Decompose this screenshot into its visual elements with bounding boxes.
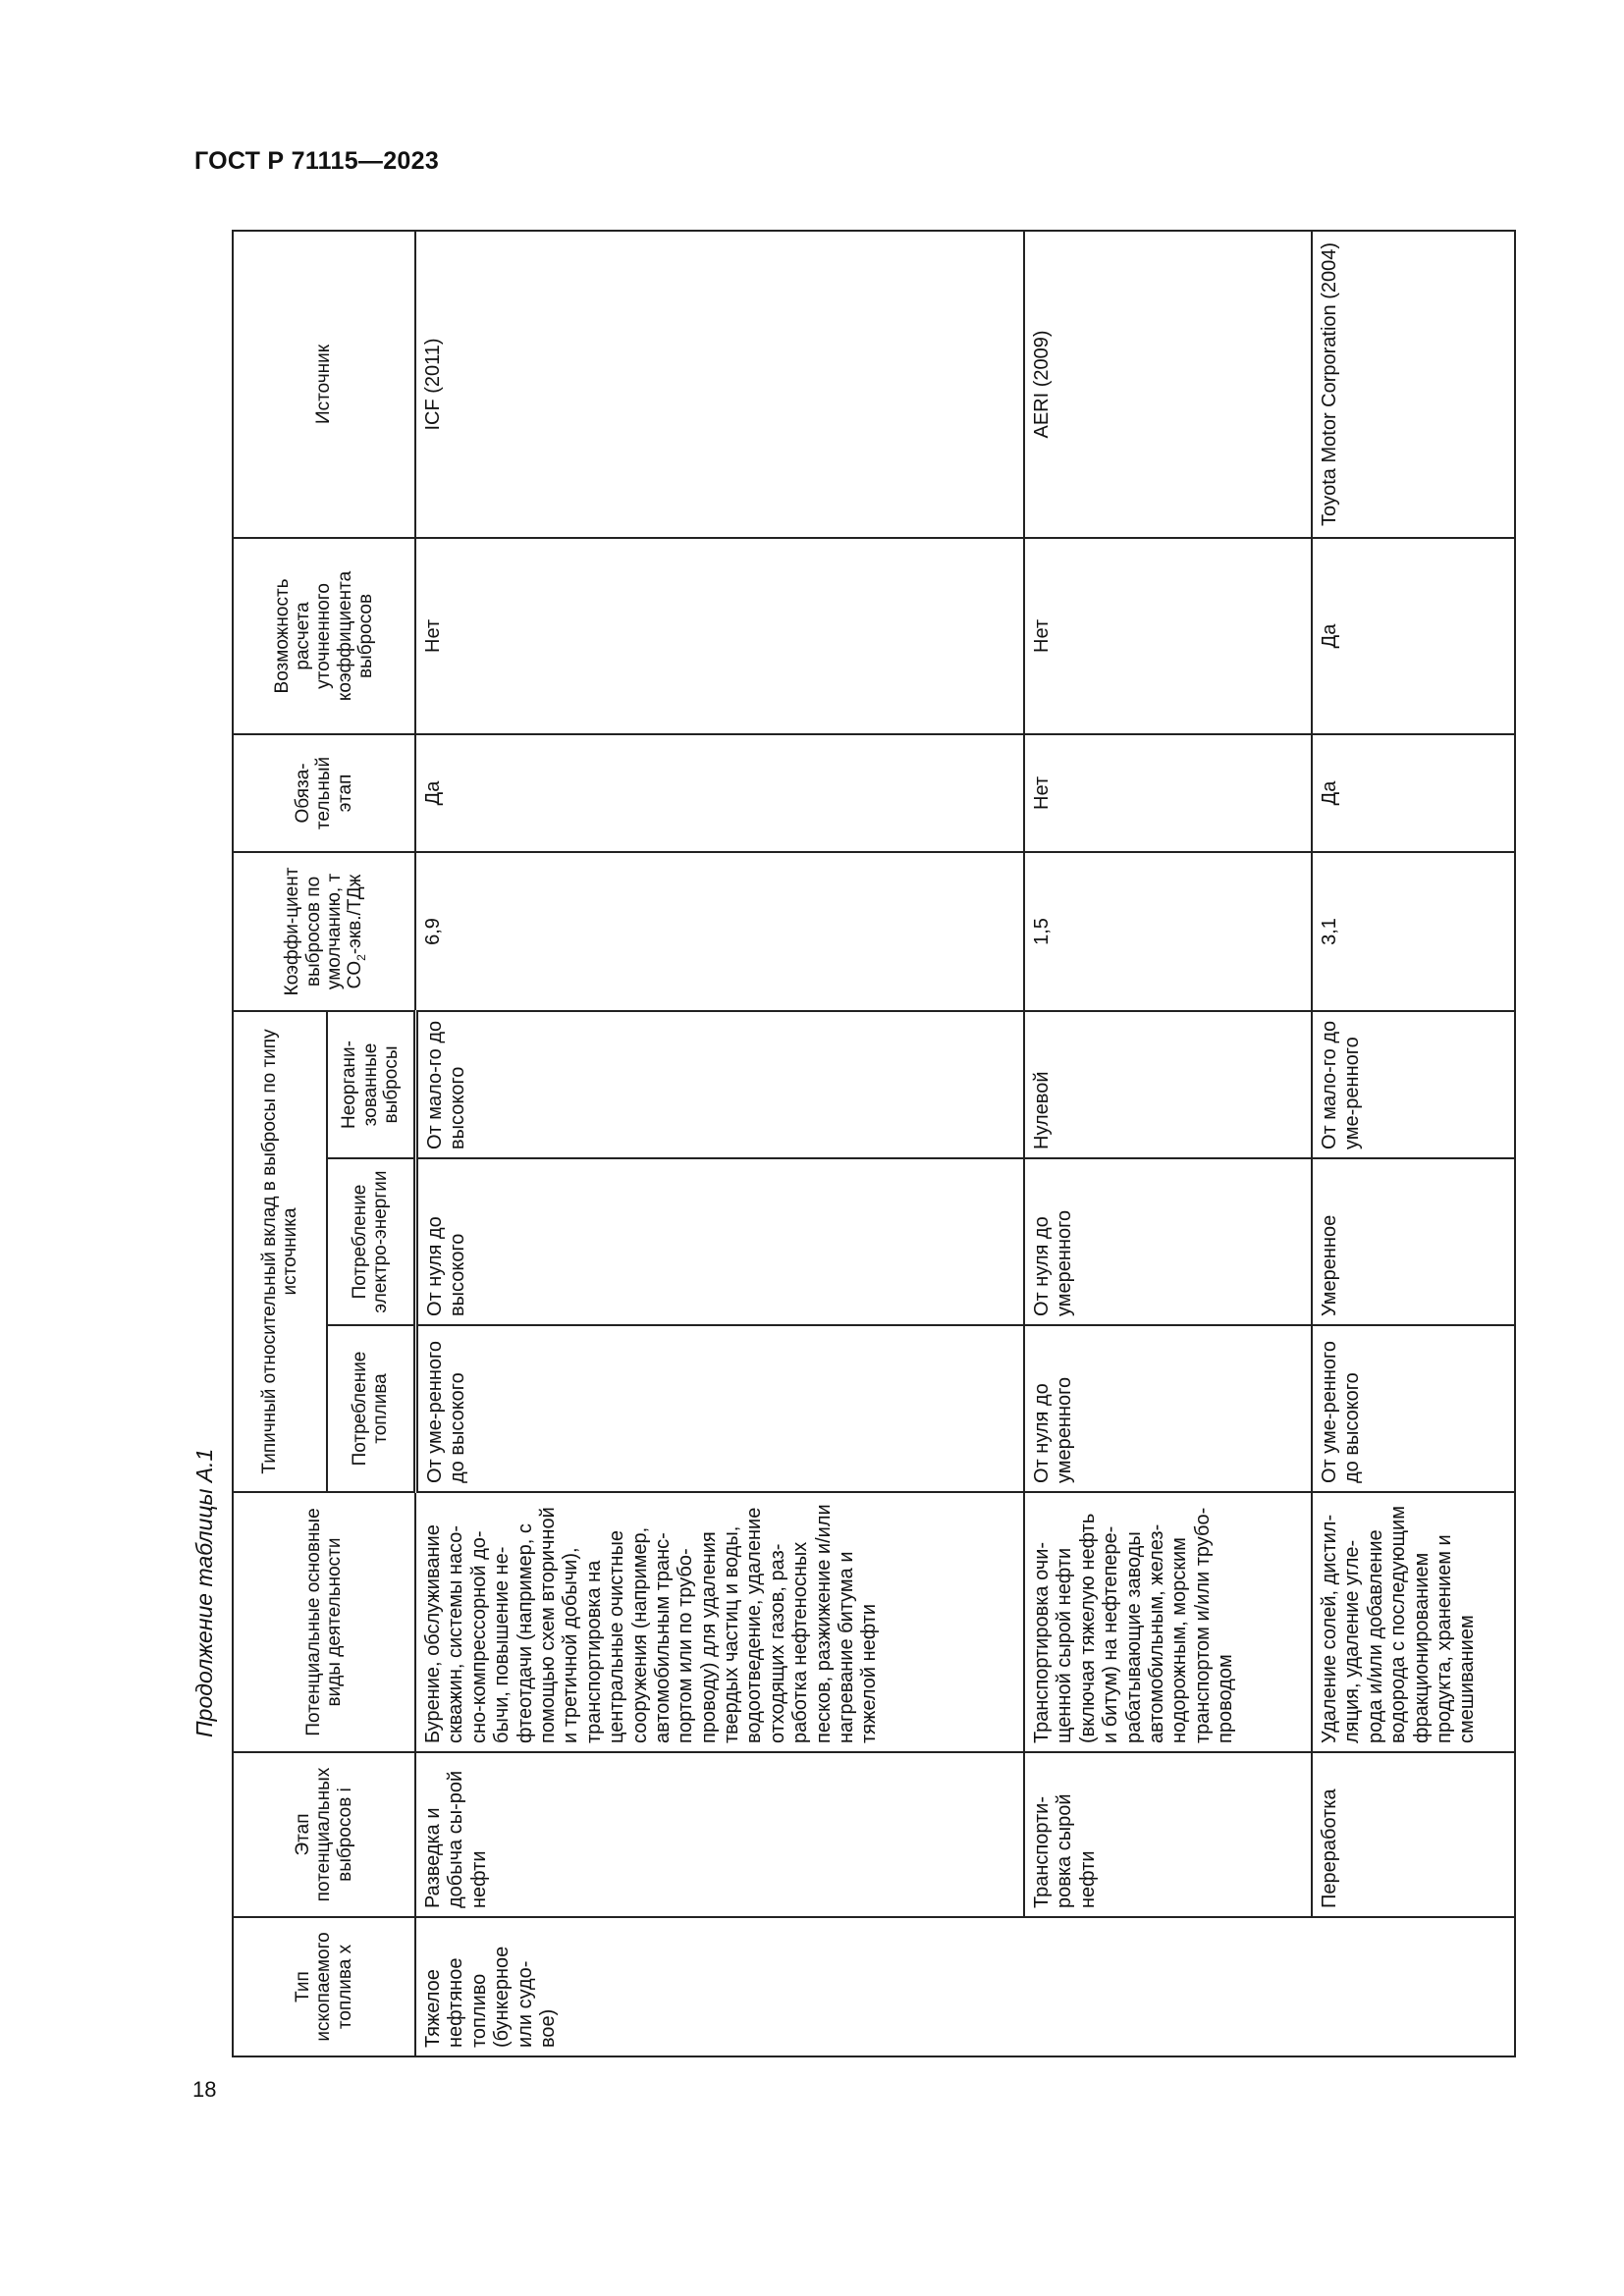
header-mandatory: Обяза-тельный этап [233,734,415,852]
document-header: ГОСТ Р 71115—2023 [194,147,440,175]
header-contribution-group: Типичный относительный вклад в выбросы по типу источника [233,1011,327,1492]
cell-coefficient: 3,1 [1312,852,1515,1011]
cell-electricity: От нуля до умеренного [1024,1158,1312,1325]
cell-refined: Да [1312,538,1515,734]
cell-fugitive: Нулевой [1024,1011,1312,1158]
header-fuel-type: Тип ископаемого топлива x [233,1917,415,2056]
table-row [1312,231,1515,2056]
cell-mandatory: Да [415,734,1024,852]
header-stage: Этап потенциальных выбросов i [233,1752,415,1917]
cell-source: AERI (2009) [1024,231,1312,538]
cell-refined: Нет [415,538,1024,734]
cell-stage: Переработка [1312,1752,1515,1917]
header-coefficient-suffix: -экв./ТДж [345,874,366,955]
cell-fuel-consumption: От уме-ренного до высокого [415,1325,1024,1492]
rotated-table-container [232,232,1514,2057]
cell-electricity: Умеренное [1312,1158,1515,1325]
cell-electricity: От нуля до высокого [415,1158,1024,1325]
cell-mandatory: Да [1312,734,1515,852]
cell-coefficient: 6,9 [415,852,1024,1011]
cell-fuel-type: Тяжелое нефтяное топливо (бункерное или судо-вое) [415,1917,1515,2056]
cell-activities: Бурение, обслуживание скважин, системы насо-сно-компрессорной до-бычи, повышение не-фтеотдачи (например, с помощью схем вторичной и третичной добычи), транспортировка на центральные очистные сооружения (например, автомобильным транс-портом или по трубо-проводу) для удаления твердых частиц и воды, водоотведение, удаление отходящих газов, раз-работка нефтеносных песков, разжижение и/или нагревание битума и тяжелой нефти [415,1492,1024,1752]
header-fuel-consumption: Потребление топлива [327,1325,415,1492]
cell-stage: Разведка и добыча сы-рой нефти [415,1752,1024,1917]
table-row [1024,231,1312,2056]
header-coefficient-sub: 2 [354,954,369,961]
page-number: 18 [192,2077,217,2102]
header-source: Источник [233,231,415,538]
table-row [415,231,1024,2056]
cell-activities: Транспортировка очи-щенной сырой нефти (включая тяжелую нефть и битум) на нефтепере-рабатывающие заводы автомобильным, желез-нодорожным, морским транспортом и/или трубо-проводом [1024,1492,1312,1752]
cell-fuel-consumption: От нуля до умеренного [1024,1325,1312,1492]
header-coefficient-prefix: Коэффи-циент выбросов по умолчанию, т CO [282,867,366,996]
cell-fugitive: От мало-го до высокого [415,1011,1024,1158]
cell-source: ICF (2011) [415,231,1024,538]
cell-activities: Удаление солей, дистил-ляция, удаление угле-рода и/или добавление водорода с последующим фракционированием продукта, хранением и смешиванием [1312,1492,1515,1752]
caption-wrapper [185,1443,224,1737]
header-refined: Возможность расчета уточненного коэффициента выбросов [233,538,415,734]
header-electricity: Потребление электро-энергии [327,1158,415,1325]
cell-source: Toyota Motor Corporation (2004) [1312,231,1515,538]
cell-mandatory: Нет [1024,734,1312,852]
header-coefficient [233,852,415,1011]
emissions-table [232,230,1516,2057]
cell-stage: Транспорти-ровка сырой нефти [1024,1752,1312,1917]
cell-refined: Нет [1024,538,1312,734]
table-caption: Продолжение таблицы А.1 [191,1448,217,1737]
header-activities: Потенциальные основные виды деятельности [233,1492,415,1752]
cell-coefficient: 1,5 [1024,852,1312,1011]
cell-fuel-consumption: От уме-ренного до высокого [1312,1325,1515,1492]
header-fugitive: Неоргани-зованные выбросы [327,1011,415,1158]
cell-fugitive: От мало-го до уме-ренного [1312,1011,1515,1158]
